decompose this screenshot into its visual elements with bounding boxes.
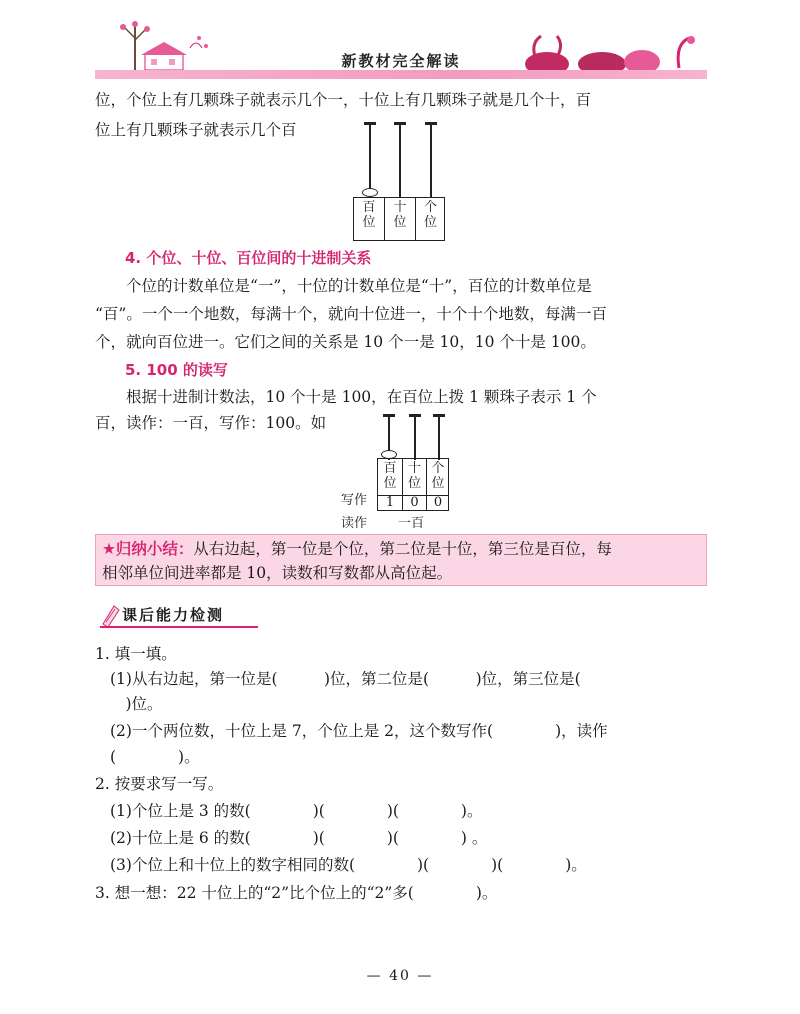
abacus-diagram-2 <box>340 410 460 530</box>
abacus-rod-cap <box>383 414 395 417</box>
section-4-heading: 4. 个位、十位、百位间的十进制关系 <box>125 249 372 267</box>
header-band <box>95 70 707 79</box>
question-1-1-line-2: )位。 <box>110 695 163 713</box>
leaf-pencil-icon <box>100 602 122 628</box>
abacus-rod-tens <box>399 124 401 198</box>
page-header <box>95 18 707 80</box>
exercise-heading-label: 课后能力检测 <box>122 606 225 624</box>
question-3: 3. 想一想：22 十位上的“2”比个位上的“2”多( )。 <box>95 884 498 902</box>
abacus-rod-cap <box>364 122 376 125</box>
header-title: 新教材完全解读 <box>341 52 461 70</box>
question-1: 1. 填一填。 <box>95 645 177 663</box>
digit-hundreds: 1 <box>385 495 395 510</box>
label-ones: 个 位 <box>426 459 449 495</box>
abacus-rod-cap <box>433 414 445 417</box>
summary-text-1: 从右边起，第一位是个位，第二位是十位，第三位是百位，每 <box>193 540 612 558</box>
question-2-2: (2)十位上是 6 的数( )( )( ) 。 <box>110 829 488 847</box>
question-1-2-line-2: ( )。 <box>110 748 200 766</box>
section-4-line-1: 个位的计数单位是“一”，十位的计数单位是“十”，百位的计数单位是 <box>126 277 592 295</box>
question-2: 2. 按要求写一写。 <box>95 775 224 793</box>
write-label: 写作 <box>341 493 368 508</box>
intro-line-1: 位，个位上有几颗珠子就表示几个一，十位上有几颗珠子就是几个十，百 <box>95 91 592 109</box>
abacus-label-box <box>353 197 445 241</box>
label-hundreds: 百 位 <box>383 461 397 491</box>
page-number: — 40 — <box>366 968 434 984</box>
question-2-3: (3)个位上和十位上的数字相同的数( )( )( )。 <box>110 856 587 874</box>
abacus-rod-tens <box>414 416 416 460</box>
label-tens: 十 位 <box>402 459 426 495</box>
question-1-2-line-1: (2)一个两位数，十位上是 7，个位上是 2，这个数写作( )，读作 <box>110 722 608 740</box>
read-label: 读作 <box>341 516 368 531</box>
section-5-line-2: 百，读作：一百，写作：100。如 <box>95 414 327 432</box>
abacus-rod-cap <box>394 122 406 125</box>
section-5-line-1: 根据十进制计数法，10 个十是 100，在百位上拨 1 颗珠子表示 1 个 <box>126 388 597 406</box>
digit-tens: 0 <box>402 496 426 510</box>
label-tens: 十 位 <box>384 198 415 240</box>
label-hundreds: 百 位 <box>362 200 376 230</box>
label-ones: 个 位 <box>415 198 445 240</box>
read-value: 一百 <box>398 516 425 531</box>
exercise-heading-underline <box>100 626 258 628</box>
summary-title: ★归纳小结： <box>102 540 194 558</box>
section-4-line-3: 个，就向百位进一。它们之间的关系是 10 个一是 10，10 个十是 100。 <box>95 333 596 351</box>
section-4-line-2: “百”。一个一个地数，每满十个，就向十位进一，十个十个地数，每满一百 <box>95 305 607 323</box>
digit-row <box>377 495 449 511</box>
section-5-heading: 5. 100 的读写 <box>125 361 228 379</box>
digit-ones: 0 <box>426 496 449 510</box>
question-1-1-line-1: (1)从右边起，第一位是( )位，第二位是( )位，第三位是( <box>110 670 581 688</box>
abacus-rod-cap <box>409 414 421 417</box>
exercise-heading <box>100 600 260 630</box>
abacus-rod-hundreds <box>369 124 371 198</box>
summary-box <box>95 534 707 586</box>
abacus-rod-ones <box>438 416 440 460</box>
abacus-rod-cap <box>425 122 437 125</box>
question-2-1: (1)个位上是 3 的数( )( )( )。 <box>110 802 483 820</box>
summary-text-2: 相邻单位间进率都是 10，读数和写数都从高位起。 <box>102 564 453 582</box>
abacus-diagram-1 <box>345 118 445 243</box>
intro-line-2: 位上有几颗珠子就表示几个百 <box>95 121 297 139</box>
abacus-label-box <box>377 458 449 496</box>
abacus-rod-ones <box>430 124 432 198</box>
abacus-bead <box>362 188 378 197</box>
